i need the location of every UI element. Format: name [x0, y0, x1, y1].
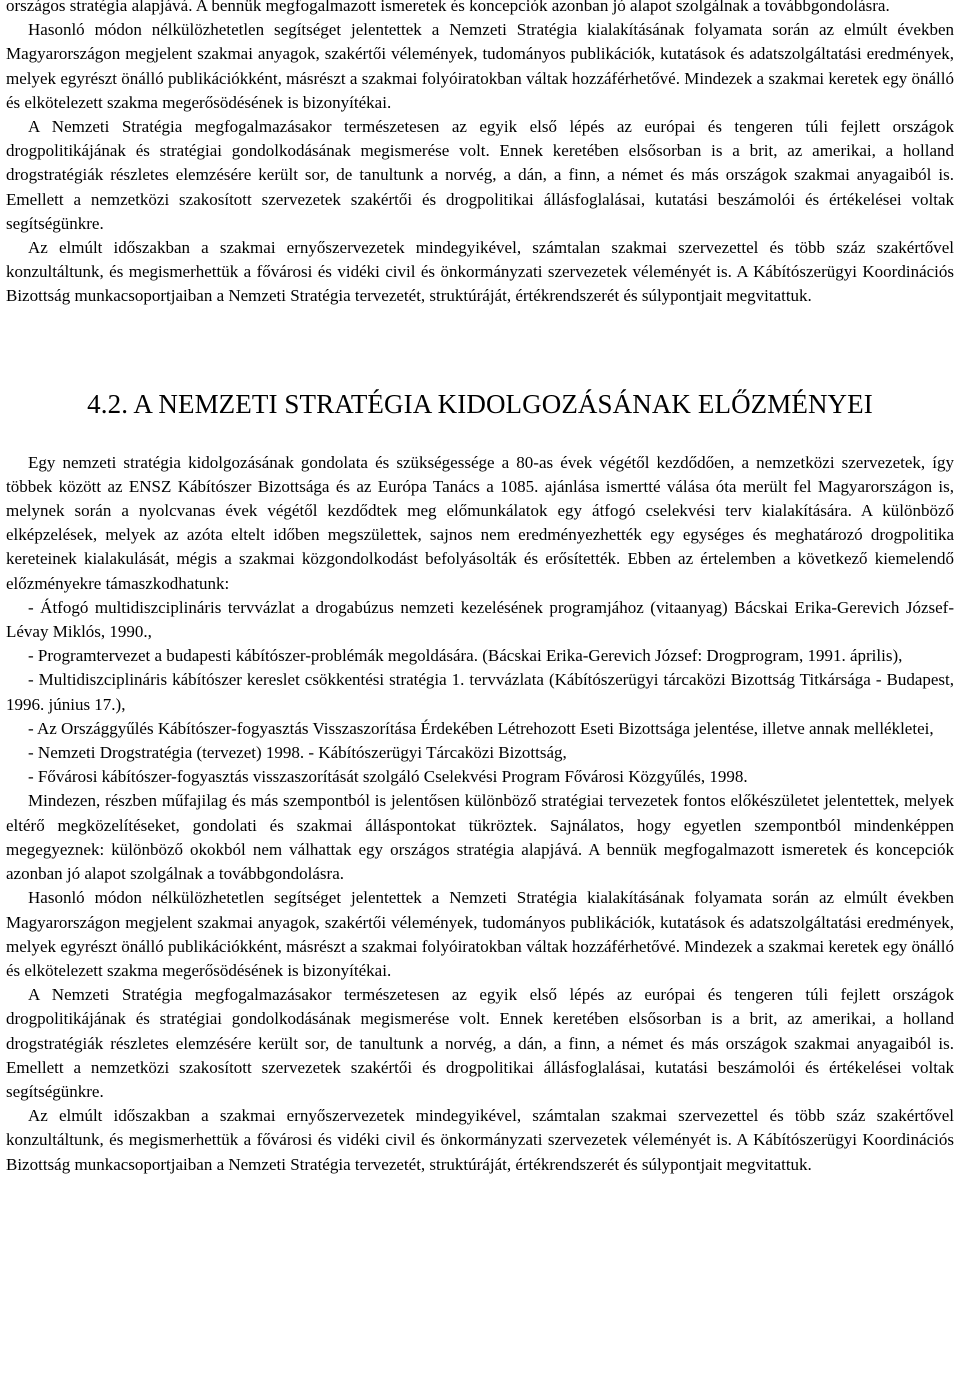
list-item: - Az Országgyűlés Kábítószer-fogyasztás Visszaszorítása Érdekében Létrehozott Eseti Bizottsága jelentése, illetve annak mellékletei,	[28, 718, 934, 738]
paragraph-international: A Nemzeti Stratégia megfogalmazásakor természetesen az egyik első lépés az európai és tengeren túli fejlett országok drogpolitikájának és stratégiai gondolkodásának megismerése volt. Ennek keretében elsősorban is a brit, az amerikai, a holland drogstratégiák részletes elemzésére került sor, de tanultunk a norvég, a dán, a finn, a német és más országok szakmai anyagaiból is. Emellett a nemzetközi szakosított szervezetek szakértői és drogpolitikai állásfoglalásai, kutatási beszámolói és értékelései voltak segítségünkre.	[6, 117, 954, 233]
list-item: - Programtervezet a budapesti kábítószer-problémák megoldására. (Bácskai Erika-Gerevich József: Drogprogram, 1991. április),	[28, 646, 903, 666]
paragraph-consultation: Az elmúlt időszakban a szakmai ernyőszervezetek mindegyikével, számtalan szakmai szervezettel és több száz szakértővel konzultáltunk, és megismerhettük a fővárosi és vidéki civil és önkormányzati szervezetek véleményét is. A Kábítószerügyi Koordinációs Bizottság munkacsoportjaiban a Nemzeti Stratégia tervezetét, struktúráját, értékrendszerét és súlypontjait megvitattuk.	[6, 238, 954, 306]
paragraph-drafts: Mindezen, részben műfajilag és más szempontból is jelentősen különböző stratégiai tervezetek fontos előkészületet jelentettek, melyek eltérő megközelítéseket, gondolati és szakmai álláspontokat tükröztek. Sajnálatos, hogy egyetlen szempontból mindenképpen megegyeznek: különböző okokból nem válhattak egy országos stratégia alapjává. A bennük megfogalmazott ismeretek és koncepciók azonban jó alapot szolgálnak a továbbgondolásra.	[6, 791, 954, 884]
section-heading: 4.2. A NEMZETI STRATÉGIA KIDOLGOZÁSÁNAK ELŐZMÉNYEI	[87, 388, 873, 419]
list-item: - Nemzeti Drogstratégia (tervezet) 1998. - Kábítószerügyi Tárcaközi Bizottság,	[28, 743, 567, 763]
section-intro-paragraph: Egy nemzeti stratégia kidolgozásának gondolata és szükségessége a 80-as évek végétől kezdődően, a nemzetközi szervezetek, így többek között az ENSZ Kábítószer Bizottsága és az Európa Tanács a 1085. ajánlása ismertté válása óta merült fel Magyarországon is, melynek során a nyolcvanas évek végétől kezdődtek meg előmunkálatok egy átfogó cselekvési terv kialakítására. A különböző elképzelések, melyek az azóta eltelt időben megszülettek, sajnos nem eredményezhették egy egységes és meghatározó drogpolitika kereteinek kialakulását, mégis a szakmai közgondolkodást befolyásolták és erősítették. Ebben az értelemben a következő kiemelendő előzményekre támaszkodhatunk:	[6, 452, 954, 593]
document-page	[6, 0, 954, 1177]
paragraph-international-repeat: A Nemzeti Stratégia megfogalmazásakor természetesen az egyik első lépés az európai és tengeren túli fejlett országok drogpolitikájának és stratégiai gondolkodásának megismerése volt. Ennek keretében elsősorban is a brit, az amerikai, a holland drogstratégiák részletes elemzésére került sor, de tanultunk a norvég, a dán, a finn, a német és más országok szakmai anyagaiból is. Emellett a nemzetközi szakosított szervezetek szakértői és drogpolitikai állásfoglalásai, kutatási beszámolói és értékelései voltak segítségünkre.	[6, 985, 954, 1101]
paragraph-consultation-repeat: Az elmúlt időszakban a szakmai ernyőszervezetek mindegyikével, számtalan szakmai szervezettel és több száz szakértővel konzultáltunk, és megismerhettük a fővárosi és vidéki civil és önkormányzati szervezetek véleményét is. A Kábítószerügyi Koordinációs Bizottság munkacsoportjaiban a Nemzeti Stratégia tervezetét, struktúráját, értékrendszerét és súlypontjait megvitattuk.	[6, 1106, 954, 1174]
paragraph-sources-repeat: Hasonló módon nélkülözhetetlen segítséget jelentettek a Nemzeti Stratégia kialakításának folyamata során az elmúlt években Magyarországon megjelent szakmai anyagok, szakértői vélemények, tudományos publikációk, kutatások és adatszolgáltatási eredmények, melyek egyrészt önálló publikációkként, másrészt a szakmai folyóiratokban váltak hozzáférhetővé. Mindezek a szakmai keretek egy önálló és elkötelezett szakma megerősödésének is bizonyítékai.	[6, 888, 954, 980]
list-item: - Átfogó multidiszciplináris tervvázlat a drogabúzus nemzeti kezelésének programjához (vitaanyag) Bácskai Erika-Gerevich József-Lévay Miklós, 1990.,	[6, 597, 954, 642]
paragraph-continuation: országos stratégia alapjává. A bennük megfogalmazott ismeretek és koncepciók azonban jó alapot szolgálnak a továbbgondolásra.	[6, 0, 890, 15]
section-spacer	[6, 309, 954, 387]
paragraph-sources: Hasonló módon nélkülözhetetlen segítséget jelentettek a Nemzeti Stratégia kialakításának folyamata során az elmúlt években Magyarországon megjelent szakmai anyagok, szakértői vélemények, tudományos publikációk, kutatások és adatszolgáltatási eredmények, melyek egyrészt önálló publikációkként, másrészt a szakmai folyóiratokban váltak hozzáférhetővé. Mindezek a szakmai keretek egy önálló és elkötelezett szakma megerősödésének is bizonyítékai.	[6, 20, 954, 112]
list-item: - Multidiszciplináris kábítószer kereslet csökkentési stratégia 1. tervvázlata (Kábítószerügyi tárcaközi Bizottság Titkársága - Budapest, 1996. június 17.),	[6, 670, 954, 714]
list-item: - Fővárosi kábítószer-fogyasztás visszaszorítását szolgáló Cselekvési Program Fővárosi Közgyűlés, 1998.	[28, 767, 748, 787]
